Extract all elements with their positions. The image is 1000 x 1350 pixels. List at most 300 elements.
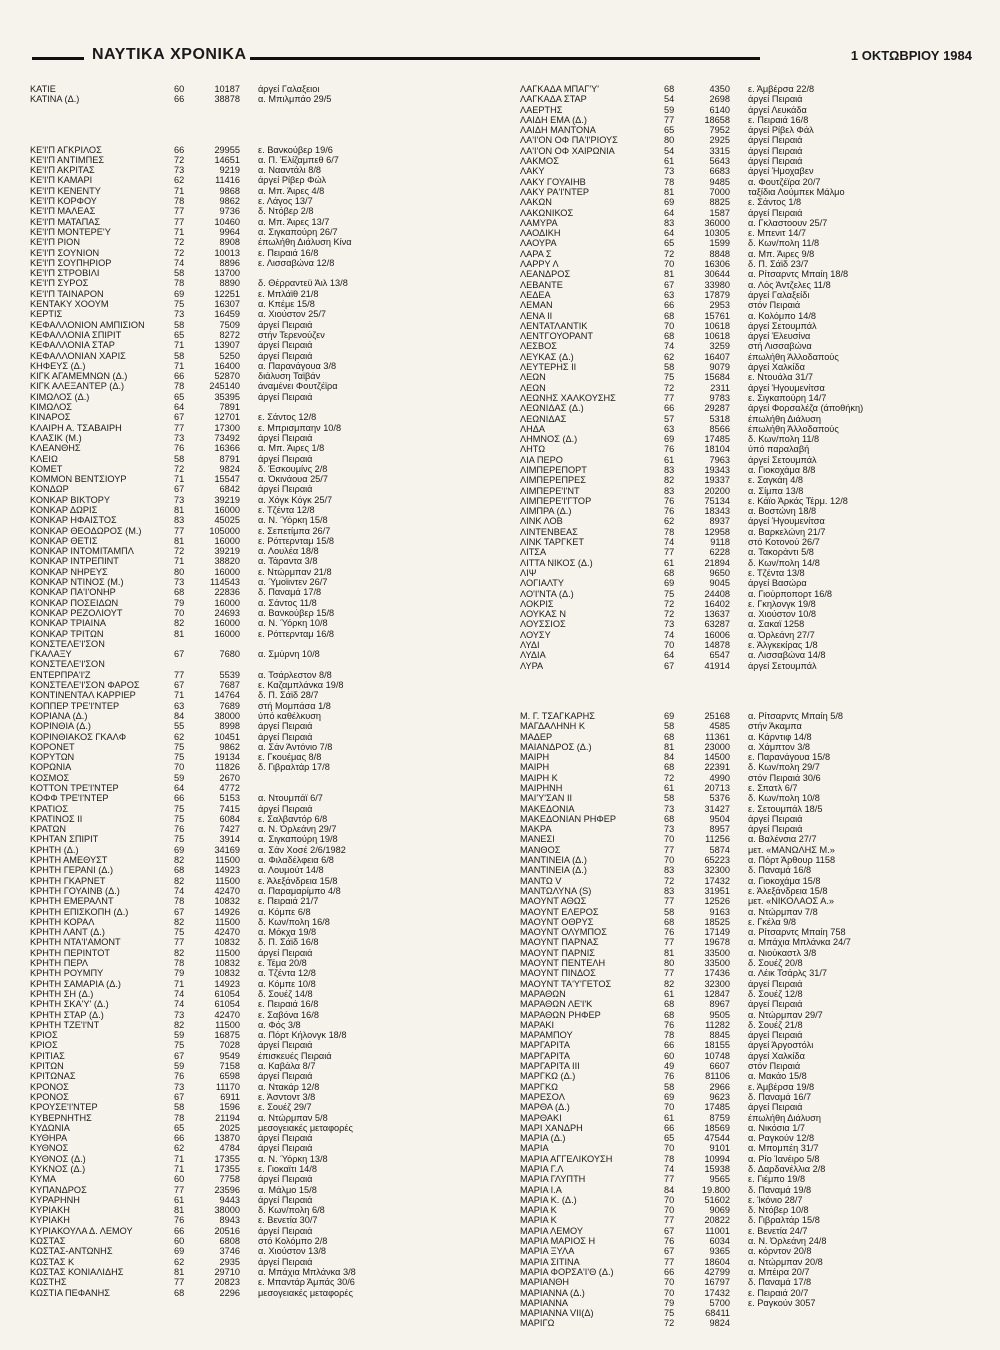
ship-row [30,556,480,566]
ship-name: ΜΑΡΑΜΠΟΥ [520,1030,573,1041]
ship-name: ΚΡΗΤΗ ΠΕΡΙΝΤΟΤ [30,947,110,958]
ship-row [30,618,480,628]
ship-location: ε. Τέμα 20/8 [258,958,307,969]
ship-location: α. Τακοράντι 5/8 [748,547,814,558]
build-year: 79 [174,597,185,608]
ship-location: ε. Άλεξάνδρεια 15/8 [748,885,828,896]
tonnage: 16000 [214,535,240,546]
ship-location: άργεί Πειραιά [258,432,313,443]
build-year: 61 [664,1112,675,1123]
ship-name: ΜΑΙΡΗ [520,762,550,773]
ship-row [30,968,480,978]
ship-row [520,383,970,393]
ship-row [30,824,480,834]
ship-row [520,280,970,290]
ship-name: ΚΟΡΥΤΩΝ [30,752,75,763]
ship-location: άργεί Πειραιά [748,1030,803,1041]
tonnage: 2966 [709,1081,730,1092]
tonnage: 8957 [709,824,730,835]
tonnage: 73492 [214,432,240,443]
ship-name: ΚΛΑΣΙΚ (Μ.) [30,432,82,443]
build-year: 60 [174,1236,185,1247]
build-year: 61 [174,1194,185,1205]
build-year: 66 [174,371,185,382]
ship-name: ΚΟΝΣΤΕΛΕ'Ι'ΣΟΝ ΦΑΡΟΣ [30,680,140,691]
ship-name: ΚΥΡΙΑΚΗ [30,1215,70,1226]
ship-location: ε. Σαβόνα 16/8 [258,1009,319,1020]
ship-location: ε. Γκέλα 9/8 [748,916,797,927]
ship-name: ΜΑΡΙΑΝΝΑ VII(Δ) [520,1308,594,1319]
ship-name: ΛΙΤΣΑ [520,547,547,558]
ship-location: ε. Βανκούβερ 19/6 [258,144,333,155]
ship-location: διάλυση Ταϊβάν [258,371,321,382]
ship-row [30,495,480,505]
build-year: 76 [664,1071,675,1082]
ship-row [30,721,480,731]
ship-row [520,84,970,94]
ship-location: α. Κπέμε 15/8 [258,299,315,310]
ship-name: ΚΛΑΙΡΗ Α. ΤΣΑΒΑΙΡΗ [30,422,122,433]
ship-location: άργεί Πειραιά [748,978,803,989]
ship-name: ΚΥΘΗΡΑ [30,1133,68,1144]
build-year: 72 [664,609,675,620]
ship-name: ΚΟΜΕΤ [30,463,63,474]
tonnage: 16459 [214,309,240,320]
ship-location: α. Νααντάλι 8/8 [258,165,322,176]
ship-location: άργεί Πειραιά [258,350,313,361]
ship-location: έπωλήθη Διάλυση [748,413,821,424]
ship-row [30,361,480,371]
ship-row [30,1071,480,1081]
build-year: 74 [664,1163,675,1174]
ship-row [30,783,480,793]
ship-name: ΜΑΙΡΗΝΗ [520,783,563,793]
ship-name: ΚΕ'Ι'Π ΑΝΤΙΜΠΕΣ [30,154,105,165]
tonnage: 2296 [219,1287,240,1298]
tonnage: 9824 [709,1318,730,1329]
ship-row [520,135,970,145]
tonnage: 4784 [219,1143,240,1154]
ship-location: δ. Έσκουμίνς 2/8 [258,463,328,474]
ship-row [520,269,970,279]
ship-row [520,907,970,917]
tonnage: 22391 [704,762,730,773]
ship-name: ΜΑΝΤΩ V [520,875,562,886]
tonnage: 19343 [704,464,730,475]
ship-location: άργεί Άργοστόλι [748,1040,814,1051]
ship-row [520,599,970,609]
tonnage: 9443 [219,1194,240,1205]
ship-name: ΜΑΡΓΑΡΙΤΑ [520,1050,570,1061]
build-year: 73 [174,432,185,443]
ship-name: ΛΙΝΤΕΝΒΕΑΣ [520,526,578,537]
build-year: 75 [174,803,185,814]
tonnage: 17355 [214,1153,240,1164]
ship-location: α. Γιοκοχάμα 8/8 [748,464,816,475]
ship-location: α. Σακαϊ 1258 [748,619,805,630]
tonnage: 7758 [219,1174,240,1185]
tonnage: 8896 [219,257,240,268]
build-year: 82 [174,855,185,866]
ship-row [520,362,970,372]
ship-name: ΜΑΡΑΘΩΝ ΡΗΦΕΡ [520,1009,601,1020]
tonnage: 14923 [214,978,240,989]
tonnage: 11500 [215,855,240,866]
build-year: 83 [664,885,675,896]
tonnage: 8908 [219,237,240,248]
ship-name: ΜΑΡΙΑ ΣΙΤΙΝΑ [520,1256,580,1267]
tonnage: 19337 [704,475,730,486]
build-year: 69 [664,1091,675,1102]
tonnage: 42470 [214,1009,240,1020]
tonnage: 35395 [214,391,240,402]
ship-name: ΛΕΩΝ [520,372,546,383]
ship-name: ΜΑΡΑΚΙ [520,1019,555,1030]
ship-location: ε. Ντώρμπαν 21/8 [258,566,332,577]
ship-row [30,526,480,536]
tonnage: 7509 [219,319,240,330]
ship-location: α. Καβάλα 8/7 [258,1061,316,1072]
ship-location: α. Βοστώνη 18/8 [748,506,817,517]
ship-row [520,1257,970,1267]
ship-name: ΛΑΟΔΙΚΗ [520,228,561,239]
build-year: 62 [174,175,185,186]
ship-location: άναμένει Φουτζέϊρα [258,381,338,392]
build-year: 76 [664,506,675,517]
tonnage: 6683 [709,166,730,177]
tonnage: 17485 [704,1102,730,1113]
ship-name: ΚΡΑΤΙΟΣ [30,803,69,814]
build-year: 78 [664,1153,675,1164]
ship-location: έπωλήθη Άλλοδαπούς [748,423,839,434]
tonnage: 5874 [709,844,730,855]
ship-location: α. Μπέιρα 20/7 [748,1266,810,1277]
ship-row [30,629,480,639]
ship-location: α. Ραγκούν 12/8 [748,1133,815,1144]
build-year: 59 [174,1030,185,1041]
header-rule-left [32,57,84,60]
ship-row [30,484,480,494]
ship-row [30,927,480,937]
tonnage: 11170 [215,1081,240,1092]
ship-row [30,845,480,855]
ship-row [520,589,970,599]
tonnage: 31427 [704,803,730,814]
tonnage: 13700 [214,268,240,279]
ship-row [30,587,480,597]
ship-row [520,1174,970,1184]
ship-name: ΚΟΝΚΑΡ ΗΦΑΙΣΤΟΣ [30,515,117,526]
ship-row [520,537,970,547]
issue-date: 1 ΟΚΤΩΒΡΙΟΥ 1984 [850,48,972,63]
ship-location: ύπό καθέλκυση [258,710,322,721]
tonnage: 12251 [214,288,240,299]
ship-location: α. Μακάο 15/8 [748,1071,807,1082]
tonnage: 4990 [709,772,730,783]
ship-location: α. Φός 3/8 [258,1019,301,1030]
ship-location: α. Μπομπέη 31/7 [748,1143,819,1154]
ship-location: στόν Πειραιά 30/6 [748,772,821,783]
build-year: 80 [664,958,675,969]
ship-row [520,814,970,824]
build-year: 64 [664,228,675,239]
tonnage: 8967 [709,999,730,1010]
tonnage: 29955 [214,144,240,155]
build-year: 68 [664,916,675,927]
build-year: 54 [664,94,675,105]
ship-name: ΚΙΜΩΛΟΣ [30,402,72,413]
ship-location: δ. Δαρδανέλλια 2/8 [748,1163,826,1174]
ship-group [520,711,970,1329]
ship-name: ΚΡΙΤΙΑΣ [30,1050,65,1061]
ship-row [30,381,480,391]
build-year: 72 [664,598,675,609]
ship-location: άργεί Πειραιά [258,453,313,464]
ship-name: ΚΕΦΑΛΛΟΝΙΟΝ ΑΜΠΙΣΙΟΝ [30,319,145,330]
ship-location: στήν Άκαμπα [748,721,802,732]
tonnage: 9862 [219,196,240,207]
ship-list-column-left [30,84,480,1298]
tonnage: 11826 [215,762,240,773]
build-year: 75 [174,927,185,938]
ship-name: ΛΥΔΙ [520,640,540,651]
build-year: 58 [664,721,675,732]
build-year: 71 [174,340,185,351]
ship-name: ΚΡΗΤΗ ΓΕΡΑΝΙ (Δ.) [30,865,114,876]
ship-name: ΚΡΗΤΗ ΣΚΑ'Υ' (Δ.) [30,999,109,1010]
ship-name: ΜΑΟΥΝΤ ΤΑ'Υ'ΓΕΤΟΣ [520,978,612,989]
ship-row [520,352,970,362]
build-year: 76 [664,444,675,455]
tonnage: 10748 [704,1050,730,1061]
ship-row [30,989,480,999]
build-year: 58 [174,453,185,464]
tonnage: 16006 [704,629,730,640]
ship-row [520,650,970,660]
build-year: 62 [174,1256,185,1267]
ship-row [30,330,480,340]
ship-name: ΚΟΝΚΑΡ ΠΑ'Ι'ΟΝΗΡ [30,587,116,598]
ship-name: ΛΥΡΑ [520,660,544,671]
build-year: 78 [664,176,675,187]
build-year: 60 [174,84,185,94]
ship-name: ΚΟΝΚΑΡ ΘΕΟΔΩΡΟΣ (Μ.) [30,525,142,536]
tonnage: 9623 [709,1091,730,1102]
ship-location: δ. Κων/πολη 14/8 [748,557,820,568]
build-year: 73 [664,803,675,814]
tonnage: 9862 [219,741,240,752]
tonnage: 20822 [704,1215,730,1226]
tonnage: 5153 [219,793,240,804]
ship-name: ΛΑΕΡΤΗΣ [520,104,563,115]
ship-name: ΛΕΝΑ ΙΙ [520,310,553,321]
tonnage: 68411 [705,1308,730,1319]
ship-location: δ. Π. Σάϊδ 28/7 [258,690,319,701]
ship-location: ε. Σάντος 1/8 [748,197,802,208]
ship-row [520,824,970,834]
build-year: 68 [664,813,675,824]
tonnage: 24693 [214,607,240,618]
build-year: 81 [664,741,675,752]
tonnage: 9783 [709,392,730,403]
ship-location: δ. Σουέζ 12/8 [748,988,803,999]
tonnage: 15761 [704,310,730,321]
ship-location: άργεί Πειραιά [258,319,313,330]
tonnage: 7000 [709,186,730,197]
ship-location: ε. Σεπετίμπα 26/7 [258,525,331,536]
ship-location: ε. Άλεξάνδρεια 15/8 [258,875,338,886]
ship-location: δ. Κων/πολη 11/8 [748,238,820,249]
ship-name: ΛΑΙΔΗ ΕΜΑ (Δ.) [520,114,587,125]
tonnage: 16400 [214,360,240,371]
ship-location: α. Ντακάρ 12/8 [258,1081,320,1092]
tonnage: 10832 [214,958,240,969]
build-year: 70 [664,855,675,866]
ship-row [30,299,480,309]
ship-row [30,1123,480,1133]
tonnage: 16366 [214,443,240,454]
ship-name: ΚΥΚΝΟΣ (Δ.) [30,1163,86,1174]
ship-row [520,619,970,629]
tonnage: 6598 [219,1071,240,1082]
ship-name: ΛΑ'Ι'ΟΝ ΟΦ ΧΑΙΡΩΝΙΑ [520,145,615,156]
ship-name: ΚΡΙΤΩΝ [30,1061,64,1072]
ship-row [520,558,970,568]
tonnage: 11500 [215,1019,240,1030]
ship-row [520,661,970,671]
build-year: 76 [664,495,675,506]
build-year: 72 [664,248,675,259]
tonnage: 24408 [704,588,730,599]
ship-location: ε. Τζέντα 13/8 [748,567,805,578]
tonnage: 7687 [219,680,240,691]
ship-name: ΚΡΗΤΗ ΑΜΕΘΥΣΤ [30,855,108,866]
ship-name: ΚΟΝΣΤΕΛΕ'Ι'ΣΟΝ [30,659,105,670]
ship-location: α. Π. Έλίζαμπεθ 6/7 [258,154,339,165]
ship-row [30,454,480,464]
ship-name: ΚΡΗΤΗ ΛΑΝΤ (Δ.) [30,927,105,938]
ship-row [30,474,480,484]
tonnage: 3746 [219,1246,240,1257]
tonnage: 17355 [214,1163,240,1174]
ship-row [520,886,970,896]
ship-name: ΚΡΗΤΗ ΣΤΑΡ (Δ.) [30,1009,104,1020]
ship-name: ΚΡΗΤΗ ΝΤΑ'Ι'ΑΜΟΝΤ [30,937,121,948]
ship-row [520,1267,970,1277]
ship-row [30,577,480,587]
ship-row [30,392,480,402]
ship-location: ε. Πειραιά 16/8 [258,999,319,1010]
ship-name: ΜΑΡΙΑ ΓΛΥΠΤΗ [520,1174,586,1185]
build-year: 67 [174,484,185,495]
build-year: 76 [664,1236,675,1247]
ship-location: α. Ν. Όρλεάνη 29/7 [258,824,337,835]
ship-location: α. Ρίτσαρντς Μπαίη 18/8 [748,269,849,280]
ship-name: ΛΕΣΒΟΣ [520,341,557,352]
ship-row [520,1113,970,1123]
ship-row [30,876,480,886]
ship-location: α. Μπ. Άιρες 13/7 [258,216,330,227]
tonnage: 7028 [219,1040,240,1051]
ship-location: ε. Πειραιά 20/7 [748,1287,809,1298]
tonnage: 34169 [214,844,240,855]
ship-location: ε. Λάγος 13/7 [258,196,313,207]
build-year: 68 [664,999,675,1010]
tonnage: 15547 [214,474,240,485]
ship-row [30,165,480,175]
build-year: 62 [664,516,675,527]
build-year: 69 [664,434,675,445]
tonnage: 33980 [704,279,730,290]
tonnage: 8566 [709,423,730,434]
ship-location: ε. Παρανάγουα 15/8 [748,752,831,763]
tonnage: 14923 [214,865,240,876]
ship-name: ΛΑΚΥ ΓΟΥΑΙΗΒ [520,176,586,187]
ship-name: ΜΑΡΙΑ [520,1143,549,1154]
build-year: 68 [664,331,675,342]
build-year: 49 [664,1061,675,1072]
ship-location: μεσογειακές μεταφορές [258,1122,353,1133]
ship-name: ΚΟΝΔΩΡ [30,484,69,495]
build-year: 59 [664,104,675,115]
build-year: 60 [664,1050,675,1061]
build-year: 81 [174,535,185,546]
ship-location: ε. Πειραιά 21/7 [258,896,319,907]
ship-location: α. Γιούρποπορτ 16/8 [748,588,833,599]
ship-row [520,1040,970,1050]
ship-name: ΚΛΕΙΩ [30,453,58,464]
ship-name: ΚΡΙΤΩΝΑΣ [30,1071,76,1082]
build-year: 77 [664,114,675,125]
ship-location: άργεί Πειραιά [748,1102,803,1113]
tonnage: 8848 [709,248,730,259]
ship-location: άργεί Ήμοχαβεν [748,166,814,177]
ship-location: ε. Άσντοντ 3/8 [258,1091,316,1102]
tonnage: 9824 [219,463,240,474]
ship-row [30,1236,480,1246]
tonnage: 1596 [219,1102,240,1113]
ship-location: μετ. «ΜΑΝΩΛΗΣ Μ.» [748,844,835,855]
ship-row [30,1257,480,1267]
tonnage: 9219 [219,165,240,176]
build-year: 70 [664,1277,675,1288]
ship-location: α. Μπ. Άιρες 9/8 [748,248,815,259]
ship-name: ΚΕΦΑΛΛΟΝΙΑΝ ΧΑΡΙΣ [30,350,126,361]
tonnage: 18525 [704,916,730,927]
build-year: 77 [664,1256,675,1267]
build-year: 66 [174,94,185,105]
tonnage: 2698 [709,94,730,105]
tonnage: 42799 [704,1266,730,1277]
ship-location: α. Σίμπα 13/8 [748,485,804,496]
ship-row [30,196,480,206]
tonnage: 10618 [704,320,730,331]
ship-row [520,94,970,104]
ship-name: ΜΑΡΙ ΧΑΝΔΡΗ [520,1122,583,1133]
build-year: 66 [664,403,675,414]
ship-row [520,115,970,125]
ship-row [30,649,480,659]
ship-location: α. Ντώρμπαν 20/8 [748,1256,823,1267]
ship-location: α. Φιλαδέλφεια 6/8 [258,855,334,866]
ship-location: α. Κάρντιφ 14/8 [748,731,812,742]
ship-location: στό Κολόμπο 2/8 [258,1236,328,1247]
ship-row [30,278,480,288]
tonnage: 12847 [704,988,730,999]
ship-location: δ. Σουέζ 21/8 [748,1019,803,1030]
tonnage: 15938 [704,1163,730,1174]
ship-row [520,1236,970,1246]
